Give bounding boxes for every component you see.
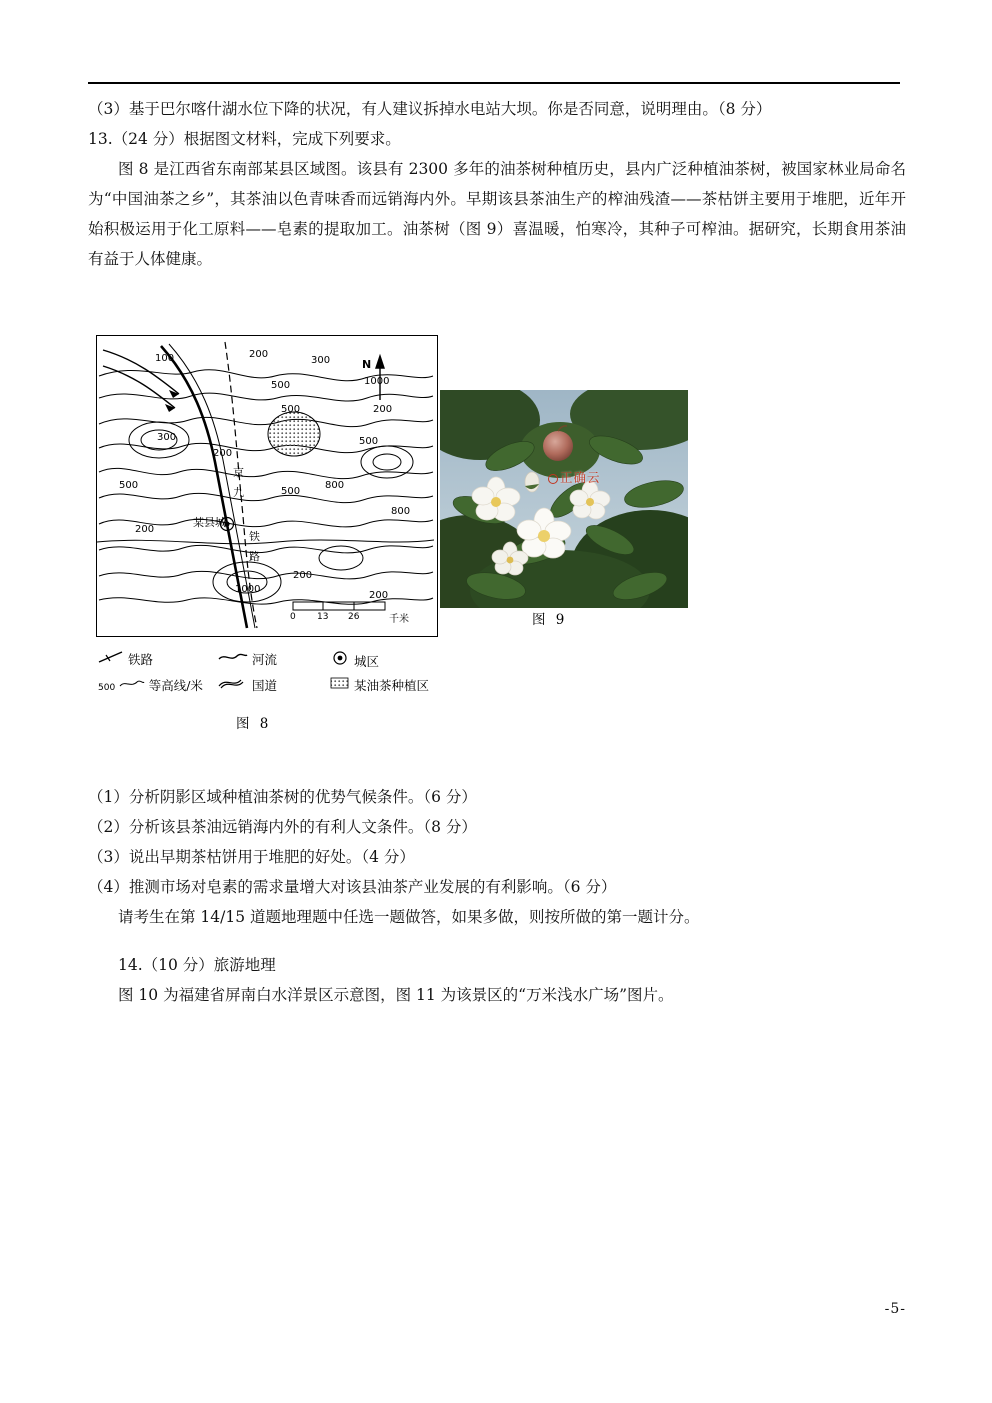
paragraph-q12-3: （3）基于巴尔喀什湖水位下降的状况，有人建议拆掉水电站大坝。你是否同意，说明理由。（8 分）: [88, 100, 772, 118]
legend-item-railway: [98, 650, 153, 668]
national-road-icon: [218, 676, 248, 690]
legend-label-city: 城区: [354, 654, 380, 669]
page-number: -5-: [884, 1301, 906, 1317]
map-contour-label: 500: [359, 436, 379, 447]
map-contour-label: 300: [311, 355, 331, 366]
sub-question-1: （1）分析阴影区域种植油茶树的优势气候条件。（6 分）: [88, 788, 477, 806]
figure-group: [88, 330, 906, 750]
map-contour-label: 800: [325, 480, 345, 491]
legend-label-railway: 铁路: [128, 652, 154, 667]
legend-item-river: [218, 650, 277, 668]
legend-label-contour: 等高线/米: [148, 678, 203, 693]
sub-question-list: [88, 782, 906, 1010]
map-contour-label: 500: [281, 486, 301, 497]
map-contour-label: 200: [369, 590, 389, 601]
scale-tick-0: 0: [290, 612, 296, 622]
question-body: [88, 94, 906, 274]
plantation-icon: [330, 676, 350, 690]
watermark-text: 正确云: [560, 470, 601, 485]
camellia-oleifera-flower-photo: [440, 390, 688, 608]
river-icon: [218, 650, 248, 664]
map-contour-label: 200: [249, 349, 269, 360]
watermark-dot-icon: [548, 474, 558, 484]
figure-8-caption: 图 8: [236, 716, 272, 732]
map-railway-label-3: 铁: [249, 530, 260, 543]
contour-icon: [119, 678, 145, 690]
header-rule: [88, 82, 900, 84]
map-contour-label: 100: [155, 353, 175, 364]
sub-question-3: （3）说出早期茶枯饼用于堆肥的好处。（4 分）: [88, 848, 415, 866]
scale-unit: 千米: [389, 614, 409, 625]
legend-item-plantation: [330, 676, 429, 694]
legend-label-plantation: 某油茶种植区: [354, 678, 430, 693]
map-contour-label: 800: [391, 506, 411, 517]
figure-9-caption: 图 9: [532, 612, 568, 628]
map-contour-label: 200: [373, 404, 393, 415]
scale-tick-1: 13: [317, 612, 329, 622]
legend-row-2: [98, 674, 448, 700]
paragraph-q13-material: 图 8 是江西省东南部某县区域图。该县有 2300 多年的油茶树种植历史，县内广泛种植油茶树，被国家林业局命名为“中国油茶之乡”，其茶油以色青味香而远销海内外。早期该县茶油生产的榨油残渣——茶枯饼主要用于堆肥，近年开始积极运用于化工原料——皂素的提取加工。油茶树（图 9）喜温暖，怕寒冷，其种子可榨油。据研究，长期食用茶油有益于人体健康。: [88, 160, 906, 268]
north-label: N: [362, 358, 372, 371]
map-legend: [98, 648, 448, 710]
scale-tick-2: 26: [348, 612, 360, 622]
legend-item-contour: [98, 676, 203, 694]
map-contour-label: 200: [213, 448, 233, 459]
map-contour-label: 300: [157, 432, 177, 443]
map-railway-label-1: 京: [233, 466, 244, 479]
paragraph-q13-stem: 13.（24 分）根据图文材料，完成下列要求。: [88, 130, 401, 148]
legend-item-city: [330, 650, 379, 670]
exam-notice: 请考生在第 14/15 道题地理题中任选一题做答，如果多做，则按所做的第一题计分。: [118, 908, 700, 926]
map-contour-label: 500: [271, 380, 291, 391]
map-contour-label: 500: [281, 404, 301, 415]
legend-label-national-road: 国道: [252, 678, 278, 693]
sub-question-2: （2）分析该县茶油远销海内外的有利人文条件。（8 分）: [88, 818, 477, 836]
figure-8-map: [96, 335, 438, 637]
map-contour-label: 1000: [364, 376, 390, 387]
map-contour-label: 500: [119, 480, 139, 491]
legend-label-river: 河流: [252, 652, 278, 667]
map-contour-label: 200: [135, 524, 155, 535]
legend-contour-value: 500: [98, 683, 116, 693]
watermark-logo: [548, 468, 601, 486]
sub-question-4: （4）推测市场对皂素的需求量增大对该县油茶产业发展的有利影响。（6 分）: [88, 878, 617, 896]
legend-row-1: [98, 648, 448, 674]
city-icon: [330, 650, 350, 666]
map-contour-label: 1000: [235, 584, 261, 595]
question-14-title: 14.（10 分）旅游地理: [118, 956, 276, 974]
figure-9-photo: [440, 390, 688, 608]
railway-icon: [98, 650, 124, 664]
question-14-material: 图 10 为福建省屏南白水洋景区示意图，图 11 为该景区的“万米浅水广场”图片。: [118, 986, 674, 1004]
map-railway-label-2: 九: [233, 486, 244, 499]
map-contour-label: 200: [293, 570, 313, 581]
map-railway-label-4: 路: [249, 550, 260, 563]
map-city-label: 某县城: [193, 516, 226, 529]
legend-item-national-road: [218, 676, 277, 694]
